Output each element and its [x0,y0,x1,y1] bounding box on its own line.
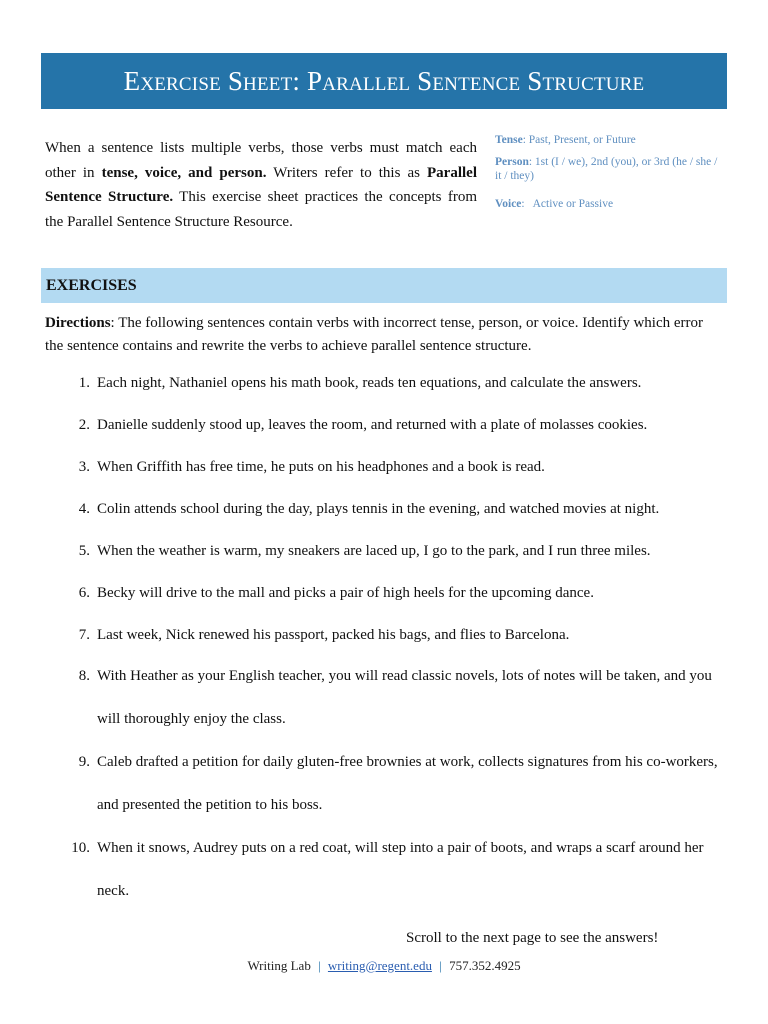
legend-person [495,155,725,183]
item-number: 6. [78,585,90,601]
list-item [45,413,725,437]
directions-paragraph [45,312,725,358]
footer-separator: | [439,958,442,973]
section-title: EXERCISES [46,276,137,294]
list-item [45,371,725,395]
footer-lab: Writing Lab [247,958,311,973]
list-item [45,741,725,827]
intro-text-2: Writers refer to this as [266,164,428,181]
item-text: Becky will drive to the mall and picks a pair of high heels for the upcoming dance. [97,585,594,601]
item-number: 7. [78,627,90,643]
legend-tense [495,133,725,147]
legend-tense-text: : Past, Present, or Future [522,134,636,146]
directions-text: : The following sentences contain verbs with incorrect tense, person, or voice. Identify which error the sentence contains and rewrite the verbs to achieve parallel sentence structure. [45,315,703,354]
item-number: 9. [78,754,90,770]
list-item [45,497,725,521]
item-number: 5. [78,543,90,559]
intro-bold-2: Parallel Sentence Structure. [45,164,477,205]
item-number: 8. [78,668,90,684]
item-text: When it snows, Audrey puts on a red coat, will step into a pair of boots, and wraps a scarf around her neck. [97,840,704,899]
intro-bold-1: tense, voice, and person. [101,164,267,181]
item-text: When Griffith has free time, he puts on his headphones and a book is read. [97,459,545,475]
legend-voice-text: : Active or Passive [521,198,614,210]
list-item [45,539,725,563]
item-text: Danielle suddenly stood up, leaves the room, and returned with a plate of molasses cookies. [97,417,648,433]
page-title-banner [41,53,727,109]
item-text: Each night, Nathaniel opens his math book, reads ten equations, and calculate the answers. [97,375,642,391]
list-item [45,455,725,479]
intro-text-3: This exercise sheet practices the concepts from the Parallel Sentence Structure Resource. [45,189,477,230]
page-title: Exercise Sheet: Parallel Sentence Structure [123,65,645,96]
list-item [45,581,725,605]
intro-text-1: When a sentence lists multiple verbs, those verbs must match each other in [45,140,477,181]
legend-person-label: Person [495,156,529,168]
directions-label: Directions [45,315,111,331]
grammar-legend [495,133,725,219]
footer-separator: | [318,958,321,973]
item-text: Colin attends school during the day, plays tennis in the evening, and watched movies at night. [97,501,660,517]
legend-person-text: : 1st (I / we), 2nd (you), or 3rd (he / she / it / they) [495,156,718,182]
item-text: Last week, Nick renewed his passport, packed his bags, and flies to Barcelona. [97,627,570,643]
item-text: With Heather as your English teacher, you will read classic novels, lots of notes will be taken, and you will thoroughly enjoy the class. [97,668,712,727]
item-number: 1. [78,375,90,391]
scroll-note: Scroll to the next page to see the answers! [406,930,659,946]
footer-email-link[interactable]: writing@regent.edu [327,958,432,973]
legend-voice [495,197,725,211]
list-item [45,655,725,741]
intro-paragraph [45,136,477,234]
item-number: 10. [71,840,90,856]
page-footer [0,958,768,974]
item-text: When the weather is warm, my sneakers are laced up, I go to the park, and I run three miles. [97,543,651,559]
list-item [45,827,725,913]
exercise-list [45,371,725,913]
item-text: Caleb drafted a petition for daily gluten-free brownies at work, collects signatures from his co-workers, and presented the petition to his boss. [97,754,718,813]
legend-tense-label: Tense [495,134,523,146]
item-number: 4. [78,501,90,517]
exercises-section-header [41,268,727,303]
footer-phone: 757.352.4925 [449,958,521,973]
legend-voice-label: Voice [495,198,522,210]
item-number: 2. [78,417,90,433]
item-number: 3. [78,459,90,475]
list-item [45,623,725,647]
